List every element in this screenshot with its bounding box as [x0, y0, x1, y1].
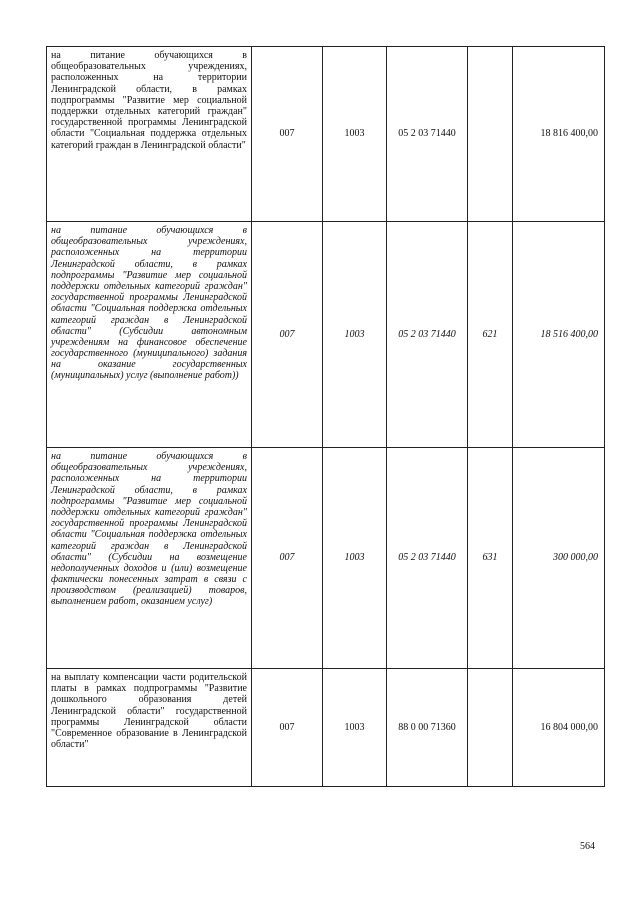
expense-description: на питание обучающихся в общеобразовательных учреждениях, расположенных на территории Ленинградской области, в рамках подпрограммы "Развитие мер социальной поддержки отдельных категорий граждан" государственной программы Ленинградской области "Социальная поддержка отдельных категорий граждан в Ленинградской области" (Субсидии на возмещение недополученных доходов и (или) возмещение фактически понесенных затрат в связи с производством (реализацией) товаров, выполнением работ, оказанием услуг)	[47, 448, 252, 669]
ministry-code: 007	[252, 669, 323, 787]
section-code: 1003	[323, 669, 387, 787]
expense-description: на выплату компенсации части родительской платы в рамках подпрограммы "Развитие дошкольного образования детей Ленинградской области" государственной программы Ленинградской области "Современное образование в Ленинградской области"	[47, 669, 252, 787]
target-article-code: 05 2 03 71440	[387, 448, 468, 669]
expense-type-code	[468, 669, 513, 787]
section-code: 1003	[323, 47, 387, 222]
amount-value: 16 804 000,00	[513, 669, 605, 787]
target-article-code: 88 0 00 71360	[387, 669, 468, 787]
table-row	[47, 222, 605, 448]
expense-type-code: 621	[468, 222, 513, 448]
ministry-code: 007	[252, 222, 323, 448]
expense-description: на питание обучающихся в общеобразовательных учреждениях, расположенных на территории Ленинградской области, в рамках подпрограммы "Развитие мер социальной поддержки отдельных категорий граждан" государственной программы Ленинградской области "Социальная поддержка отдельных категорий граждан в Ленинградской области" (Субсидии автономным учреждениям на финансовое обеспечение государственного (муниципального) задания на оказание государственных (муниципальных) услуг (выполнение работ))	[47, 222, 252, 448]
target-article-code: 05 2 03 71440	[387, 47, 468, 222]
expense-description: на питание обучающихся в общеобразовательных учреждениях, расположенных на территории Ленинградской области, в рамках подпрограммы "Развитие мер социальной поддержки отдельных категорий граждан" государственной программы Ленинградской области "Социальная поддержка отдельных категорий граждан в Ленинградской области"	[47, 47, 252, 222]
target-article-code: 05 2 03 71440	[387, 222, 468, 448]
expense-type-code: 631	[468, 448, 513, 669]
page-number: 564	[580, 841, 595, 852]
amount-value: 300 000,00	[513, 448, 605, 669]
ministry-code: 007	[252, 47, 323, 222]
section-code: 1003	[323, 448, 387, 669]
amount-value: 18 516 400,00	[513, 222, 605, 448]
budget-table	[46, 46, 605, 787]
table-row	[47, 669, 605, 787]
table-row	[47, 47, 605, 222]
amount-value: 18 816 400,00	[513, 47, 605, 222]
ministry-code: 007	[252, 448, 323, 669]
expense-type-code	[468, 47, 513, 222]
table-row	[47, 448, 605, 669]
section-code: 1003	[323, 222, 387, 448]
